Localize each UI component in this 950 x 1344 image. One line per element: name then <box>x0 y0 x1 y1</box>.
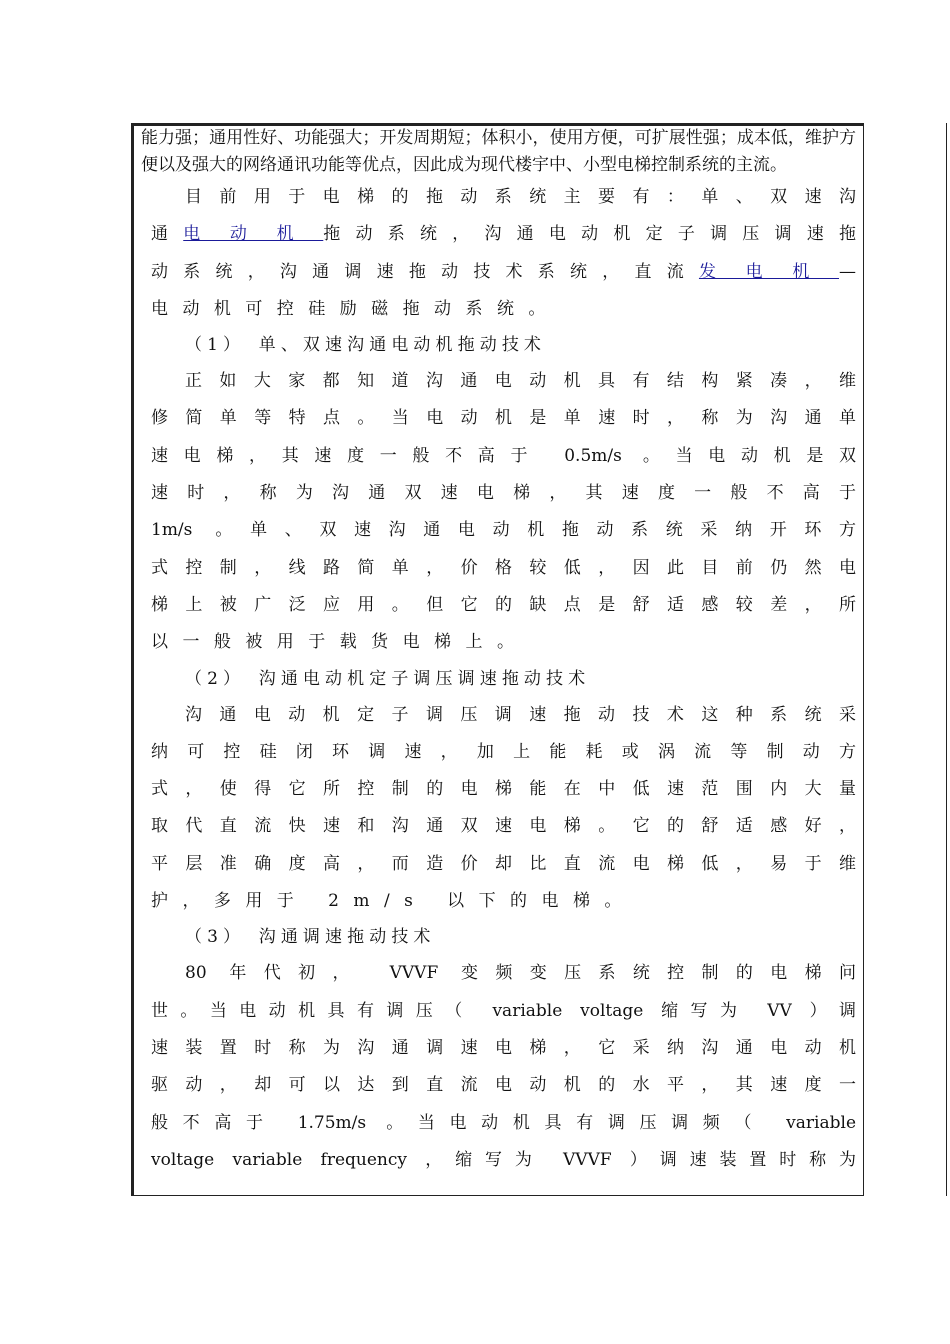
text-line: 式，使得它所控制的电梯能在中低速范围内大量 <box>151 779 856 800</box>
text-line: 通电动机拖动系统，沟通电动机定子调压调速拖 <box>151 224 856 245</box>
text-line: 护，多用于 2m/s 以下的电梯。 <box>151 891 636 912</box>
intro-paragraph: 能力强；通用性好、功能强大；开发周期短；体积小，使用方便，可扩展性强；成本低，维护方便以及强大的网络通讯功能等优点，因此成为现代楼宇中、小型电梯控制系统的主流。 <box>141 128 856 175</box>
text-line: 1m/s 。单、双速沟通电动机拖动系统采纳开环方 <box>151 520 856 541</box>
text-line: 以一般被用于载货电梯上。 <box>151 632 529 653</box>
text-line: 动系统，沟通调速拖动技术系统，直流发电机— <box>151 261 856 282</box>
paragraph-stator-voltage <box>141 697 856 921</box>
text-line: 世。当电动机具有调压（ variable voltage 缩写为 VV ）调 <box>151 1000 856 1021</box>
link-generator[interactable]: 发电机 <box>698 261 839 282</box>
text-line: 般不高于 1.75m/s 。当电动机具有调压调频（ variable <box>151 1112 856 1133</box>
text-line: 沟通电动机定子调压调速拖动技术这种系统采 <box>185 704 856 725</box>
text-line: 驱动，却可以达到直流电动机的水平，其速度一 <box>151 1075 856 1096</box>
section-heading-1: （1） 单、双速沟通电动机拖动技术 <box>185 335 547 356</box>
text-line: 速电梯，其速度一般不高于 0.5m/s 。当电动机是双 <box>151 445 856 466</box>
text-line: 电动机可控硅励磁拖动系统。 <box>151 298 560 319</box>
text-line: 式控制，线路简单，价格较低，因此目前仍然电 <box>151 557 856 578</box>
paragraph-drive-systems <box>141 179 856 328</box>
link-motor[interactable]: 电动机 <box>183 224 324 245</box>
paragraph-single-double-speed <box>141 363 856 661</box>
text-line: 目前用于电梯的拖动系统主要有：单、双速沟 <box>185 187 856 207</box>
text-line: 速装置时称为沟通调速电梯，它采纳沟通电动机 <box>151 1037 856 1058</box>
text-line: 平层准确度高，而造价却比直流电梯低，易于维 <box>151 853 856 874</box>
text-line: 纳可控硅闭环调速，加上能耗或涡流等制动方 <box>151 741 856 762</box>
text-line: 梯上被广泛应用。但它的缺点是舒适感较差，所 <box>151 594 856 615</box>
section-heading-2: （2） 沟通电动机定子调压调速拖动技术 <box>185 668 591 689</box>
text-line: 取代直流快速和沟通双速电梯。它的舒适感好， <box>151 816 856 837</box>
page-right-rule <box>946 123 947 1196</box>
document-body <box>141 125 856 1179</box>
text-line: voltage variable frequency ，缩写为 VVVF ）调速装置时称为 <box>151 1149 856 1170</box>
text-line: 80 年代初， VVVF 变频变压系统控制的电梯问 <box>185 963 856 984</box>
text-line: 速时，称为沟通双速电梯，其速度一般不高于 <box>151 483 856 504</box>
section-heading-3: （3） 沟通调速拖动技术 <box>185 927 436 948</box>
paragraph-ac-speed <box>141 955 856 1179</box>
text-line: 修简单等特点。当电动机是单速时，称为沟通单 <box>151 408 856 429</box>
text-line: 正如大家都知道沟通电动机具有结构紧凑，维 <box>185 371 856 392</box>
